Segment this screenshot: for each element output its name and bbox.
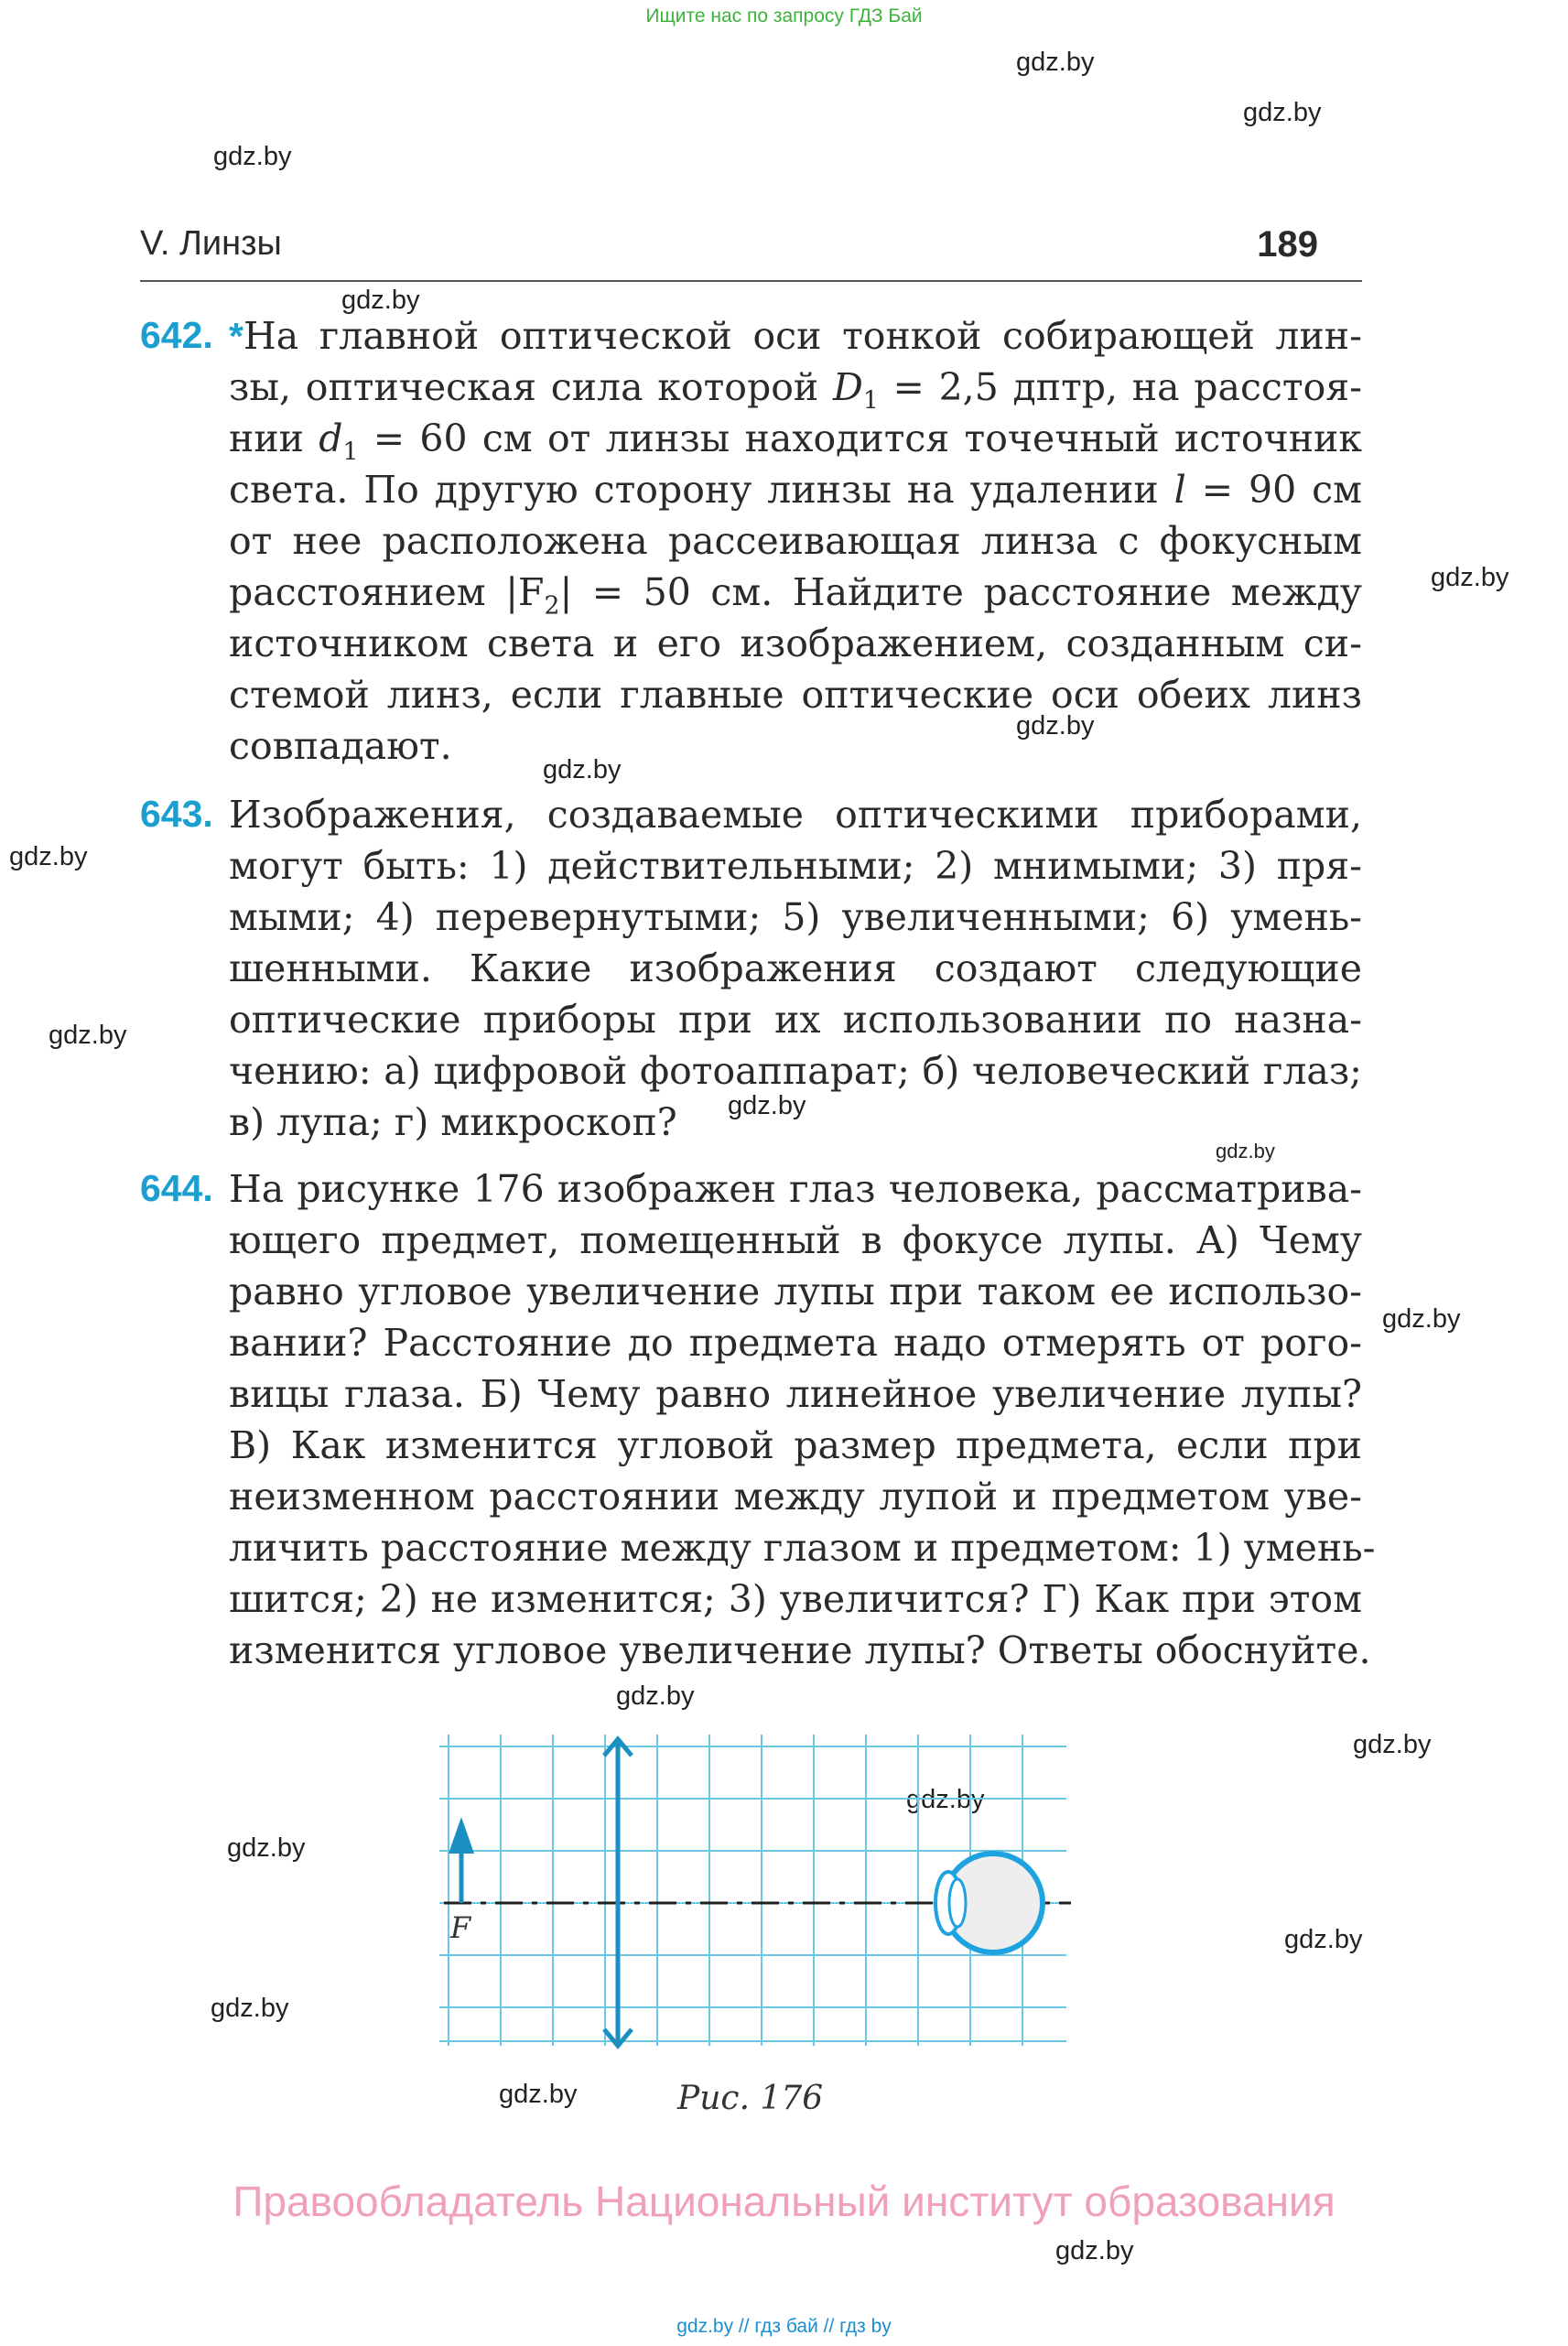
watermark: gdz.by bbox=[906, 1785, 985, 1814]
problem-643-line: Изображения, создаваемые оптическими приборами, bbox=[229, 793, 1362, 837]
watermark: gdz.by bbox=[1382, 1304, 1461, 1334]
problem-643-line: могут быть: 1) действительными; 2) мнимыми; 3) пря- bbox=[229, 844, 1362, 888]
problem-643-line: шенными. Какие изображения создают следующие bbox=[229, 946, 1362, 990]
problem-643-line: оптические приборы при их использовании по назна- bbox=[229, 998, 1362, 1042]
watermark: gdz.by bbox=[1431, 563, 1509, 592]
watermark: gdz.by bbox=[1243, 98, 1322, 127]
problem-642-line: от нее расположена рассеивающая линза с фокусным bbox=[229, 519, 1362, 563]
watermark: gdz.by bbox=[9, 842, 88, 871]
top-banner[interactable]: Ищите нас по запросу ГДЗ Бай bbox=[645, 5, 923, 27]
watermark: gdz.by bbox=[213, 142, 292, 171]
problem-643-line: мыми; 4) перевернутыми; 5) увеличенными; 6) умень- bbox=[229, 895, 1362, 939]
problem-642-line: зы, оптическая сила которой $D_1 = 2,5$ дптр, на расстоя- bbox=[229, 365, 1362, 416]
watermark: gdz.by bbox=[1055, 2236, 1134, 2265]
watermark: gdz.by bbox=[728, 1091, 806, 1120]
header-rule bbox=[140, 280, 1362, 282]
problem-644-line: неизменном расстоянии между лупой и предметом уве- bbox=[229, 1475, 1362, 1519]
watermark: gdz.by bbox=[49, 1021, 127, 1050]
watermark: gdz.by bbox=[1016, 48, 1095, 77]
problem-644-line: шится; 2) не изменится; 3) увеличится? Г) Как при этом bbox=[229, 1577, 1362, 1621]
problem-642-line: нии $d_1 = 60$ см от линзы находится точечный источник bbox=[229, 416, 1362, 467]
problem-number: 643. bbox=[140, 793, 213, 835]
problem-644-line: На рисунке 176 изображен глаз человека, рассматрива- bbox=[229, 1167, 1362, 1211]
problem-644-line: равно угловое увеличение лупы при таком ее использо- bbox=[229, 1270, 1362, 1314]
footer-links[interactable]: gdz.by // гдз бай // гдз by bbox=[676, 2316, 892, 2337]
problem-642-line: источником света и его изображением, созданным си- bbox=[229, 622, 1362, 665]
problem-number: 642. bbox=[140, 314, 213, 356]
eye-icon bbox=[935, 1854, 1043, 1952]
problem-643-line: в) лупа; г) микроскоп? bbox=[229, 1100, 677, 1144]
watermark: gdz.by bbox=[1016, 711, 1095, 741]
problem-644-line: ющего предмет, помещенный в фокусе лупы. А) Чему bbox=[229, 1218, 1362, 1262]
copyright-owner: Правообладатель Национальный институт образования bbox=[232, 2178, 1336, 2225]
section-title: V. Линзы bbox=[140, 224, 282, 263]
watermark: gdz.by bbox=[543, 755, 622, 784]
problem-644-line: изменится угловое увеличение лупы? Ответы обоснуйте. bbox=[229, 1628, 1371, 1672]
watermark: gdz.by bbox=[616, 1681, 695, 1711]
watermark: gdz.by bbox=[1216, 1140, 1275, 1162]
problem-644-line: личить расстояние между глазом и предметом: 1) умень- bbox=[229, 1526, 1376, 1570]
figure-caption: Рис. 176 bbox=[677, 2080, 824, 2117]
problem-644-line: вицы глаза. Б) Чему равно линейное увеличение лупы? bbox=[229, 1372, 1362, 1416]
watermark: gdz.by bbox=[211, 1994, 289, 2023]
problem-642-line: совпадают. bbox=[229, 724, 452, 768]
watermark: gdz.by bbox=[1353, 1730, 1432, 1759]
watermark: gdz.by bbox=[227, 1833, 306, 1863]
object-arrow bbox=[449, 1817, 474, 1903]
watermark: gdz.by bbox=[499, 2080, 578, 2109]
problem-number: 644. bbox=[140, 1167, 213, 1209]
figure-176 bbox=[430, 1721, 1080, 2050]
problem-642-line: расстоянием $|F_2| = 50$ см. Найдите расстояние между bbox=[229, 570, 1362, 621]
watermark: gdz.by bbox=[341, 286, 420, 315]
problem-642-line: света. По другую сторону линзы на удалении l = 90 см bbox=[229, 468, 1362, 512]
lens bbox=[604, 1739, 632, 2046]
problem-642-line: стемой линз, если главные оптические оси обеих линз bbox=[229, 673, 1362, 717]
page-number: 189 bbox=[1257, 224, 1318, 265]
problem-644-line: В) Как изменится угловой размер предмета, если при bbox=[229, 1423, 1362, 1467]
watermark: gdz.by bbox=[1284, 1925, 1363, 1954]
problem-642-line: *На главной оптической оси тонкой собирающей лин- bbox=[229, 314, 1362, 358]
focus-label: F bbox=[450, 1910, 471, 1945]
star-mark: * bbox=[229, 315, 243, 357]
problem-643-line: чению: а) цифровой фотоаппарат; б) человеческий глаз; bbox=[229, 1049, 1362, 1093]
problem-644-line: вании? Расстояние до предмета надо отмерять от рого- bbox=[229, 1321, 1362, 1365]
